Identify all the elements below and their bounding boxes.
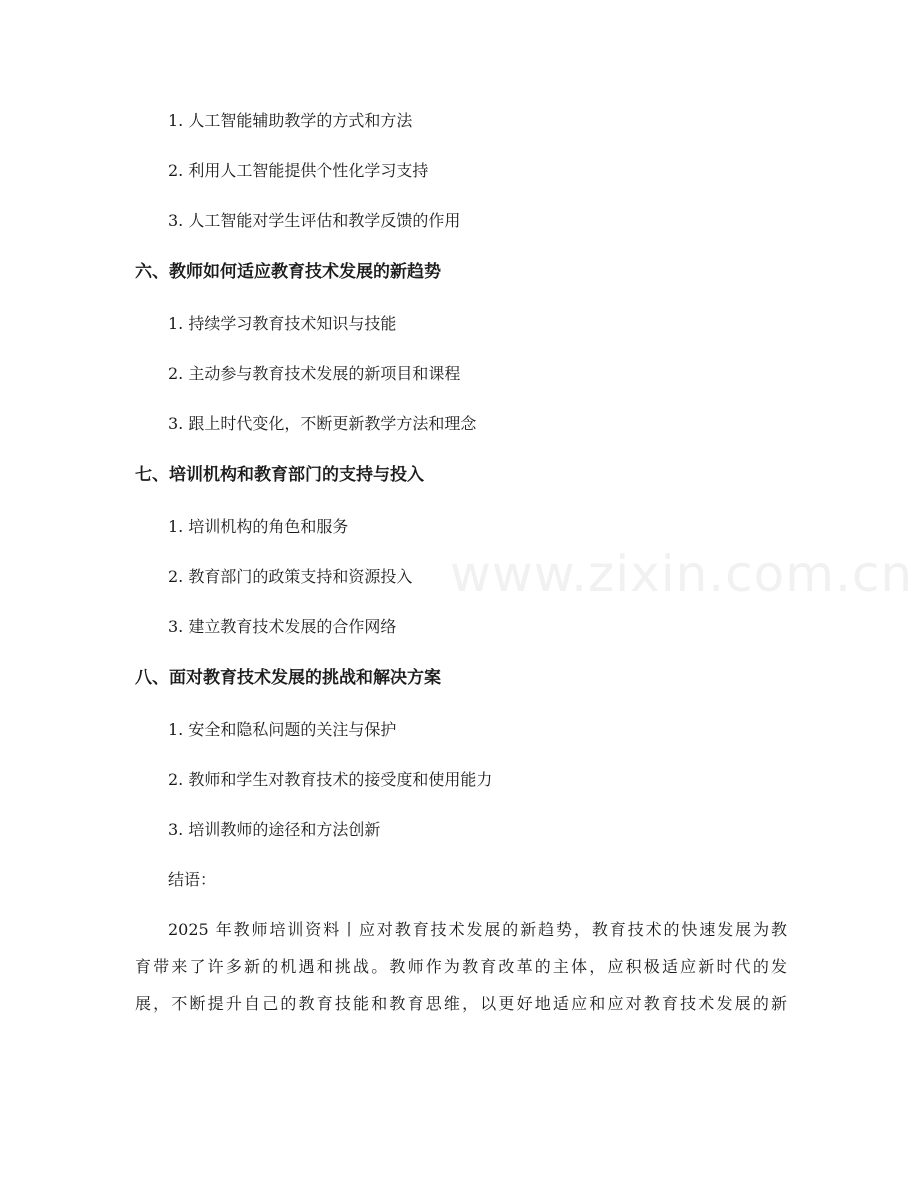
list-item: 3. 人工智能对学生评估和教学反馈的作用 xyxy=(168,211,461,230)
list-item: 2. 主动参与教育技术发展的新项目和课程 xyxy=(168,364,461,383)
list-item: 2. 利用人工智能提供个性化学习支持 xyxy=(168,161,429,180)
list-item: 3. 跟上时代变化，不断更新教学方法和理念 xyxy=(168,414,477,433)
conclusion-label: 结语： xyxy=(168,870,217,889)
list-item: 1. 持续学习教育技术知识与技能 xyxy=(168,314,397,333)
list-item: 1. 安全和隐私问题的关注与保护 xyxy=(168,720,397,739)
list-item: 3. 培训教师的途径和方法创新 xyxy=(168,820,381,839)
section-heading: 八、面对教育技术发展的挑战和解决方案 xyxy=(135,668,441,688)
conclusion-paragraph-line: 2025 年教师培训资料丨应对教育技术发展的新趋势，教育技术的快速发展为教 xyxy=(168,920,787,939)
conclusion-paragraph-line: 育带来了许多新的机遇和挑战。教师作为教育改革的主体，应积极适应新时代的发 xyxy=(135,957,787,976)
list-item: 2. 教育部门的政策支持和资源投入 xyxy=(168,567,413,586)
watermark: www.zixin.com.cn xyxy=(450,545,914,603)
section-heading: 七、培训机构和教育部门的支持与投入 xyxy=(135,465,424,485)
list-item: 3. 建立教育技术发展的合作网络 xyxy=(168,617,397,636)
section-heading: 六、教师如何适应教育技术发展的新趋势 xyxy=(135,262,441,282)
list-item: 2. 教师和学生对教育技术的接受度和使用能力 xyxy=(168,770,493,789)
conclusion-paragraph-line: 展，不断提升自己的教育技能和教育思维，以更好地适应和应对教育技术发展的新 xyxy=(135,994,787,1013)
list-item: 1. 培训机构的角色和服务 xyxy=(168,517,349,536)
list-item: 1. 人工智能辅助教学的方式和方法 xyxy=(168,111,413,130)
